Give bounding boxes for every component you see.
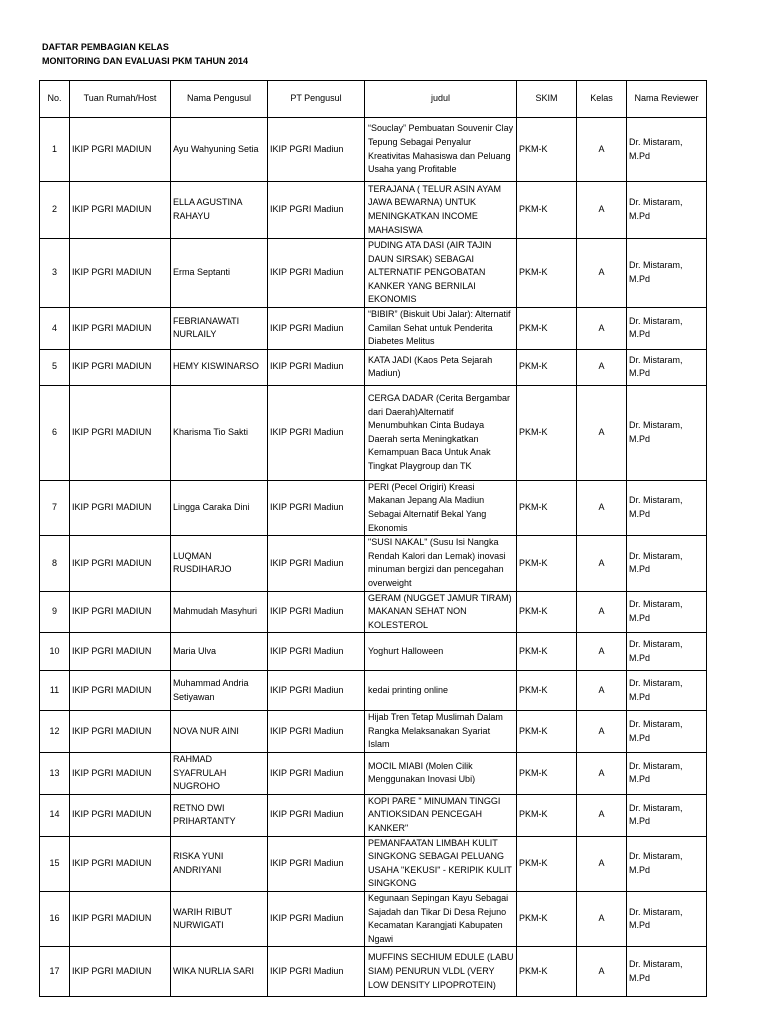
table-body [40,118,707,997]
cell-pengusul: Ayu Wahyuning Setia [171,118,268,182]
cell-host: IKIP PGRI MADIUN [70,671,171,711]
table-row [40,349,707,385]
cell-judul: PUDING ATA DASI (AIR TAJIN DAUN SIRSAK) SEBAGAI ALTERNATIF PENGOBATAN KANKER YANG BERNILAI EKONOMIS [365,239,517,308]
cell-reviewer: Dr. Mistaram, M.Pd [627,711,707,753]
cell-no: 6 [40,385,70,480]
cell-reviewer: Dr. Mistaram, M.Pd [627,536,707,591]
cell-skim: PKM-K [517,536,577,591]
table-row [40,947,707,997]
cell-pengusul: RAHMAD SYAFRULAH NUGROHO [171,753,268,795]
column-header-pt: PT Pengusul [268,81,365,118]
table-row [40,536,707,591]
cell-no: 9 [40,591,70,633]
cell-host: IKIP PGRI MADIUN [70,239,171,308]
table-row [40,633,707,671]
table-row [40,836,707,891]
table-header-row [40,81,707,118]
column-header-reviewer: Nama Reviewer [627,81,707,118]
cell-pt: IKIP PGRI Madiun [268,711,365,753]
cell-pt: IKIP PGRI Madiun [268,307,365,349]
cell-no: 1 [40,118,70,182]
table-row [40,753,707,795]
cell-pt: IKIP PGRI Madiun [268,591,365,633]
cell-pt: IKIP PGRI Madiun [268,385,365,480]
cell-host: IKIP PGRI MADIUN [70,480,171,535]
cell-reviewer: Dr. Mistaram, M.Pd [627,118,707,182]
cell-pt: IKIP PGRI Madiun [268,892,365,947]
table-row [40,671,707,711]
cell-no: 8 [40,536,70,591]
cell-reviewer: Dr. Mistaram, M.Pd [627,307,707,349]
cell-pt: IKIP PGRI Madiun [268,349,365,385]
cell-kelas: A [577,385,627,480]
cell-pt: IKIP PGRI Madiun [268,239,365,308]
cell-kelas: A [577,536,627,591]
cell-host: IKIP PGRI MADIUN [70,753,171,795]
table-row [40,591,707,633]
cell-pengusul: Maria Ulva [171,633,268,671]
cell-judul: MUFFINS SECHIUM EDULE (LABU SIAM) PENURUN VLDL (VERY LOW DENSITY LIPOPROTEIN) [365,947,517,997]
cell-skim: PKM-K [517,633,577,671]
cell-judul: MOCIL MIABI (Molen Cilik Menggunakan Inovasi Ubi) [365,753,517,795]
cell-kelas: A [577,671,627,711]
cell-reviewer: Dr. Mistaram, M.Pd [627,892,707,947]
table-row [40,385,707,480]
cell-judul: KATA JADI (Kaos Peta Sejarah Madiun) [365,349,517,385]
cell-pt: IKIP PGRI Madiun [268,753,365,795]
cell-pengusul: Muhammad Andria Setiyawan [171,671,268,711]
cell-judul: PEMANFAATAN LIMBAH KULIT SINGKONG SEBAGAI PELUANG USAHA "KEKUSI" - KERIPIK KULIT SINGKONG [365,836,517,891]
column-header-no: No. [40,81,70,118]
cell-skim: PKM-K [517,591,577,633]
cell-no: 11 [40,671,70,711]
cell-judul: CERGA DADAR (Cerita Bergambar dari Daerah)Alternatif Menumbuhkan Cinta Budaya Daerah serta Meningkatkan Kemampuan Baca Untuk Anak Tingkat Playgroup dan TK [365,385,517,480]
cell-pengusul: Mahmudah Masyhuri [171,591,268,633]
cell-reviewer: Dr. Mistaram, M.Pd [627,385,707,480]
cell-skim: PKM-K [517,711,577,753]
cell-pt: IKIP PGRI Madiun [268,118,365,182]
cell-host: IKIP PGRI MADIUN [70,349,171,385]
cell-pengusul: ELLA AGUSTINA RAHAYU [171,182,268,239]
cell-pengusul: Kharisma Tio Sakti [171,385,268,480]
cell-skim: PKM-K [517,947,577,997]
cell-no: 14 [40,794,70,836]
cell-pengusul: Lingga Caraka Dini [171,480,268,535]
cell-kelas: A [577,836,627,891]
cell-judul: Kegunaan Sepingan Kayu Sebagai Sajadah dan Tikar Di Desa Rejuno Kecamatan Karangjati Kabupaten Ngawi [365,892,517,947]
cell-host: IKIP PGRI MADIUN [70,711,171,753]
cell-pengusul: FEBRIANAWATI NURLAILY [171,307,268,349]
cell-reviewer: Dr. Mistaram, M.Pd [627,753,707,795]
cell-skim: PKM-K [517,836,577,891]
cell-no: 15 [40,836,70,891]
cell-kelas: A [577,947,627,997]
cell-pt: IKIP PGRI Madiun [268,182,365,239]
column-header-skim: SKIM [517,81,577,118]
cell-pt: IKIP PGRI Madiun [268,671,365,711]
cell-reviewer: Dr. Mistaram, M.Pd [627,182,707,239]
cell-host: IKIP PGRI MADIUN [70,591,171,633]
cell-judul: TERAJANA ( TELUR ASIN AYAM JAWA BEWARNA) UNTUK MENINGKATKAN INCOME MAHASISWA [365,182,517,239]
cell-kelas: A [577,633,627,671]
cell-kelas: A [577,349,627,385]
cell-reviewer: Dr. Mistaram, M.Pd [627,947,707,997]
cell-pt: IKIP PGRI Madiun [268,480,365,535]
document-subtitle: MONITORING DAN EVALUASI PKM TAHUN 2014 [42,56,249,66]
table-row [40,182,707,239]
cell-kelas: A [577,118,627,182]
cell-kelas: A [577,239,627,308]
cell-reviewer: Dr. Mistaram, M.Pd [627,239,707,308]
cell-host: IKIP PGRI MADIUN [70,536,171,591]
cell-judul: "SUSI NAKAL" (Susu Isi Nangka Rendah Kalori dan Lemak) inovasi minuman bergizi dan pencegahan overweight [365,536,517,591]
column-header-pengusul: Nama Pengusul [171,81,268,118]
cell-no: 13 [40,753,70,795]
table-row [40,794,707,836]
cell-pengusul: HEMY KISWINARSO [171,349,268,385]
cell-no: 5 [40,349,70,385]
cell-pengusul: RISKA YUNI ANDRIYANI [171,836,268,891]
column-header-kelas: Kelas [577,81,627,118]
cell-skim: PKM-K [517,794,577,836]
table-row [40,118,707,182]
cell-pt: IKIP PGRI Madiun [268,536,365,591]
cell-no: 16 [40,892,70,947]
table-row [40,307,707,349]
cell-kelas: A [577,591,627,633]
cell-no: 12 [40,711,70,753]
cell-judul: GERAM (NUGGET JAMUR TIRAM) MAKANAN SEHAT NON KOLESTEROL [365,591,517,633]
cell-no: 10 [40,633,70,671]
cell-reviewer: Dr. Mistaram, M.Pd [627,480,707,535]
cell-reviewer: Dr. Mistaram, M.Pd [627,633,707,671]
cell-judul: Hijab Tren Tetap Muslimah Dalam Rangka Melaksanakan Syariat Islam [365,711,517,753]
cell-host: IKIP PGRI MADIUN [70,307,171,349]
cell-kelas: A [577,307,627,349]
table-row [40,239,707,308]
cell-kelas: A [577,480,627,535]
cell-judul: KOPI PARE " MINUMAN TINGGI ANTIOKSIDAN PENCEGAH KANKER" [365,794,517,836]
cell-pengusul: LUQMAN RUSDIHARJO [171,536,268,591]
column-header-judul: judul [365,81,517,118]
cell-judul: kedai printing online [365,671,517,711]
cell-pengusul: Erma Septanti [171,239,268,308]
cell-host: IKIP PGRI MADIUN [70,836,171,891]
cell-pengusul: WIKA NURLIA SARI [171,947,268,997]
column-header-host: Tuan Rumah/Host [70,81,171,118]
cell-reviewer: Dr. Mistaram, M.Pd [627,794,707,836]
cell-no: 7 [40,480,70,535]
cell-skim: PKM-K [517,671,577,711]
cell-skim: PKM-K [517,753,577,795]
cell-reviewer: Dr. Mistaram, M.Pd [627,349,707,385]
cell-reviewer: Dr. Mistaram, M.Pd [627,591,707,633]
cell-pengusul: WARIH RIBUT NURWIGATI [171,892,268,947]
cell-no: 17 [40,947,70,997]
cell-pt: IKIP PGRI Madiun [268,836,365,891]
table-row [40,480,707,535]
cell-host: IKIP PGRI MADIUN [70,385,171,480]
cell-kelas: A [577,892,627,947]
cell-host: IKIP PGRI MADIUN [70,794,171,836]
cell-host: IKIP PGRI MADIUN [70,947,171,997]
document-title: DAFTAR PEMBAGIAN KELAS [42,42,169,52]
cell-no: 3 [40,239,70,308]
cell-judul: PERI (Pecel Origiri) Kreasi Makanan Jepang Ala Madiun Sebagai Alternatif Bekal Yang Ekonomis [365,480,517,535]
cell-judul: Yoghurt Halloween [365,633,517,671]
cell-pt: IKIP PGRI Madiun [268,633,365,671]
cell-host: IKIP PGRI MADIUN [70,892,171,947]
cell-judul: “BIBIR” (Biskuit Ubi Jalar): Alternatif Camilan Sehat untuk Penderita Diabetes Melitus [365,307,517,349]
cell-kelas: A [577,753,627,795]
cell-pt: IKIP PGRI Madiun [268,794,365,836]
cell-pengusul: NOVA NUR AINI [171,711,268,753]
cell-host: IKIP PGRI MADIUN [70,118,171,182]
cell-pengusul: RETNO DWI PRIHARTANTY [171,794,268,836]
cell-no: 2 [40,182,70,239]
cell-skim: PKM-K [517,892,577,947]
cell-reviewer: Dr. Mistaram, M.Pd [627,836,707,891]
cell-skim: PKM-K [517,182,577,239]
cell-host: IKIP PGRI MADIUN [70,182,171,239]
table-row [40,892,707,947]
cell-skim: PKM-K [517,307,577,349]
cell-kelas: A [577,182,627,239]
cell-skim: PKM-K [517,480,577,535]
cell-kelas: A [577,794,627,836]
cell-judul: “Souclay” Pembuatan Souvenir Clay Tepung Sebagai Penyalur Kreativitas Mahasiswa dan Peluang Usaha yang Profitable [365,118,517,182]
cell-skim: PKM-K [517,349,577,385]
cell-pt: IKIP PGRI Madiun [268,947,365,997]
cell-kelas: A [577,711,627,753]
cell-skim: PKM-K [517,239,577,308]
table-row [40,711,707,753]
cell-skim: PKM-K [517,118,577,182]
cell-reviewer: Dr. Mistaram, M.Pd [627,671,707,711]
class-assignment-table [39,80,707,997]
cell-host: IKIP PGRI MADIUN [70,633,171,671]
cell-skim: PKM-K [517,385,577,480]
cell-no: 4 [40,307,70,349]
